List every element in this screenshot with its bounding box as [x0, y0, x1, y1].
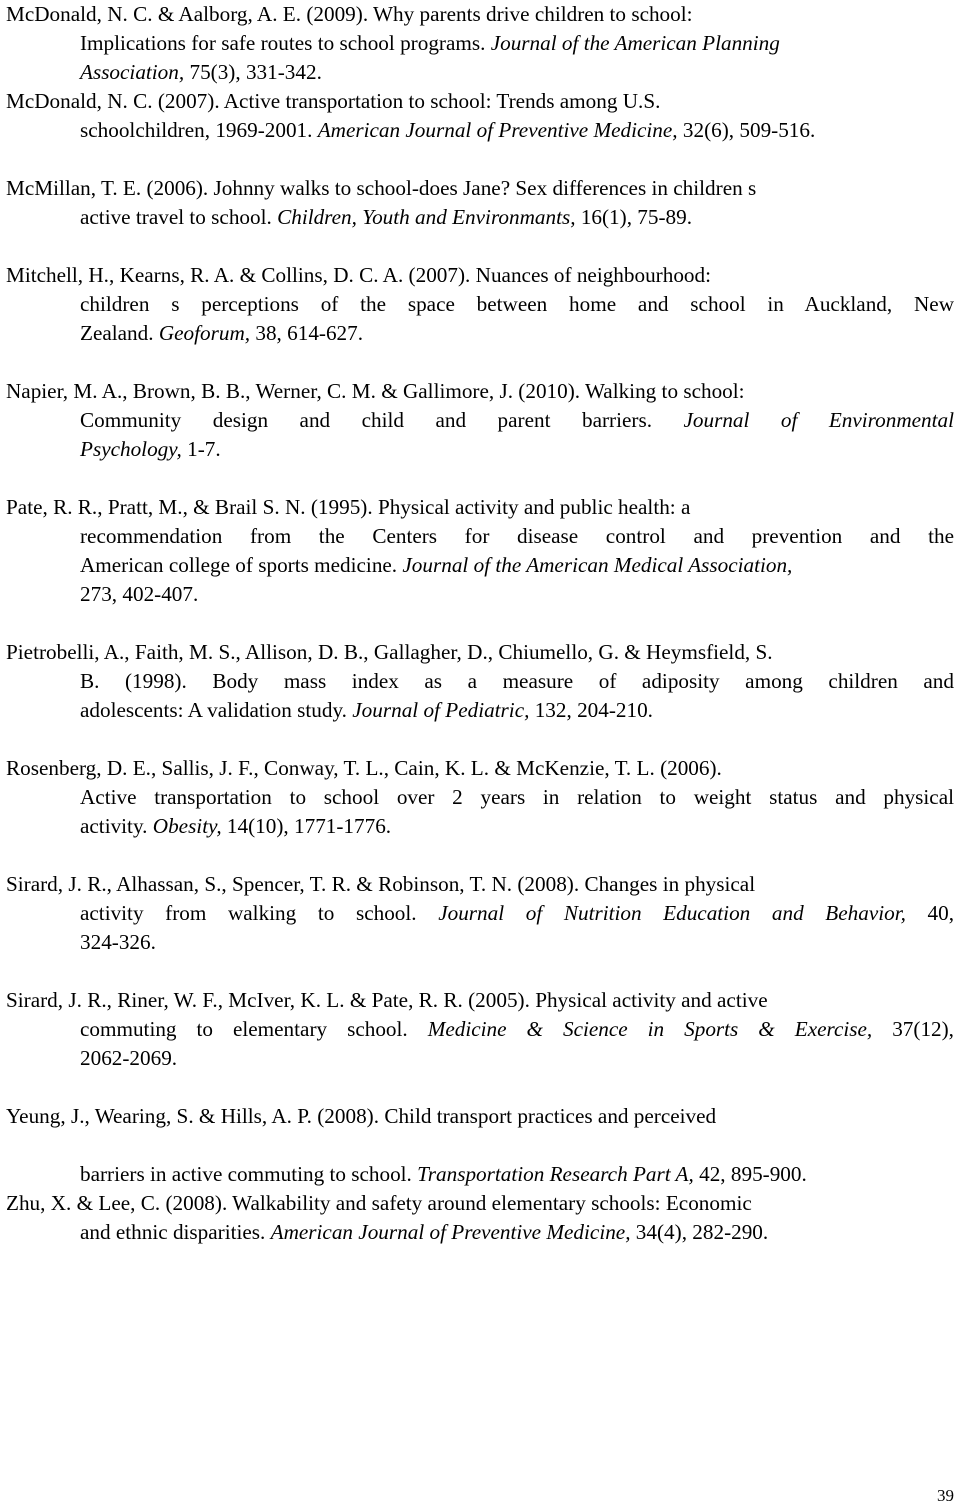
reference-text: active travel to school. — [80, 205, 278, 229]
reference-line — [6, 580, 954, 609]
reference-line — [6, 870, 954, 899]
reference-text: 2062-2069. — [80, 1046, 178, 1070]
reference-source-text: American Journal of Preventive Medicine, — [317, 118, 678, 142]
reference-text: schoolchildren, 1969-2001. — [80, 118, 318, 142]
reference-text: recommendation from the Centers for disease control and prevention and the — [80, 524, 954, 548]
reference-entry — [6, 493, 954, 609]
reference-text: 75(3), 331-342. — [184, 60, 322, 84]
reference-entry — [6, 1102, 954, 1189]
reference-line — [6, 551, 954, 580]
reference-source-text: Journal of Pediatric, — [352, 698, 530, 722]
reference-line — [6, 377, 954, 406]
reference-text: Pietrobelli, A., Faith, M. S., Allison, D. B., Gallagher, D., Chiumello, G. & Heymsfield, S. — [6, 640, 773, 664]
reference-line — [6, 1015, 954, 1044]
reference-line — [6, 435, 954, 464]
reference-line — [6, 928, 954, 957]
reference-source-text: Medicine & Science in Sports & Exercise, — [427, 1017, 873, 1041]
reference-line — [6, 116, 954, 145]
reference-line — [6, 290, 954, 319]
reference-line — [6, 899, 954, 928]
reference-text: activity from walking to school. — [80, 901, 439, 925]
reference-line — [6, 667, 954, 696]
reference-line — [6, 58, 954, 87]
reference-line — [6, 1189, 954, 1218]
reference-line — [6, 174, 954, 203]
reference-text: Sirard, J. R., Riner, W. F., McIver, K. L. & Pate, R. R. (2005). Physical activity and active — [6, 988, 768, 1012]
reference-line — [6, 986, 954, 1015]
reference-text: activity. — [80, 814, 153, 838]
reference-line — [6, 812, 954, 841]
reference-text: and ethnic disparities. — [80, 1220, 271, 1244]
reference-text: commuting to elementary school. — [80, 1017, 428, 1041]
reference-text: McDonald, N. C. (2007). Active transportation to school: Trends among U.S. — [6, 89, 661, 113]
reference-text: Zealand. — [80, 321, 159, 345]
reference-entry — [6, 261, 954, 348]
reference-text: Yeung, J., Wearing, S. & Hills, A. P. (2008). Child transport practices and perceived — [6, 1104, 717, 1128]
reference-text: American college of sports medicine. — [80, 553, 403, 577]
reference-line — [6, 783, 954, 812]
reference-entry — [6, 870, 954, 957]
reference-line — [6, 406, 954, 435]
reference-line — [6, 493, 954, 522]
reference-text: 14(10), 1771-1776. — [221, 814, 392, 838]
reference-line — [6, 1160, 954, 1189]
reference-line — [6, 0, 954, 29]
reference-text: Napier, M. A., Brown, B. B., Werner, C. M. & Gallimore, J. (2010). Walking to school: — [6, 379, 745, 403]
reference-text: 32(6), 509-516. — [677, 118, 816, 142]
reference-source-text: Journal of Environmental — [683, 408, 954, 432]
reference-text: 38, 614-627. — [250, 321, 364, 345]
reference-entry — [6, 638, 954, 725]
reference-text: Pate, R. R., Pratt, M., & Brail S. N. (1995). Physical activity and public health: a — [6, 495, 691, 519]
reference-line — [6, 754, 954, 783]
reference-source-text: Journal of the American Planning — [490, 31, 780, 55]
reference-text: 324-326. — [80, 930, 156, 954]
reference-entry — [6, 87, 954, 145]
reference-source-text: Journal of the American Medical Association, — [402, 553, 793, 577]
reference-line — [6, 522, 954, 551]
reference-text: Implications for safe routes to school programs. — [80, 31, 491, 55]
reference-text: 42, 895-900. — [693, 1162, 807, 1186]
reference-text: 1-7. — [181, 437, 221, 461]
reference-text: Zhu, X. & Lee, C. (2008). Walkability and safety around elementary schools: Economic — [6, 1191, 752, 1215]
reference-source-text: Obesity, — [152, 814, 222, 838]
reference-line — [6, 29, 954, 58]
reference-text: 40, — [905, 901, 954, 925]
reference-text: McMillan, T. E. (2006). Johnny walks to school-does Jane? Sex differences in children s — [6, 176, 757, 200]
reference-entry — [6, 986, 954, 1073]
reference-source-text: American Journal of Preventive Medicine, — [270, 1220, 631, 1244]
reference-text: children s perceptions of the space between home and school in Auckland, New — [80, 292, 954, 316]
reference-line — [6, 1102, 954, 1131]
reference-source-text: Children, Youth and Environmants, — [277, 205, 576, 229]
reference-source-text: Transportation Research Part A, — [417, 1162, 694, 1186]
reference-text: Rosenberg, D. E., Sallis, J. F., Conway, T. L., Cain, K. L. & McKenzie, T. L. (2006). — [6, 756, 722, 780]
reference-text: barriers in active commuting to school. — [80, 1162, 418, 1186]
reference-text: Sirard, J. R., Alhassan, S., Spencer, T. R. & Robinson, T. N. (2008). Changes in physical — [6, 872, 756, 896]
reference-text: Mitchell, H., Kearns, R. A. & Collins, D. C. A. (2007). Nuances of neighbourhood: — [6, 263, 712, 287]
reference-text: Community design and child and parent barriers. — [80, 408, 684, 432]
reference-source-text: Psychology, — [80, 437, 182, 461]
reference-source-text: Association, — [80, 60, 185, 84]
reference-text: McDonald, N. C. & Aalborg, A. E. (2009). Why parents drive children to school: — [6, 2, 693, 26]
reference-text: 132, 204-210. — [529, 698, 653, 722]
reference-entry — [6, 0, 954, 87]
reference-line — [6, 638, 954, 667]
reference-text: 34(4), 282-290. — [630, 1220, 769, 1244]
reference-line — [6, 1218, 954, 1247]
reference-source-text: Journal of Nutrition Education and Behavior, — [438, 901, 906, 925]
reference-entry — [6, 1189, 954, 1247]
reference-text: Active transportation to school over 2 years in relation to weight status and physical — [80, 785, 954, 809]
reference-line — [6, 319, 954, 348]
reference-source-text: Geoforum, — [158, 321, 251, 345]
page-number: 39 — [937, 1486, 954, 1505]
reference-line — [6, 696, 954, 725]
reference-text: adolescents: A validation study. — [80, 698, 353, 722]
reference-line — [6, 87, 954, 116]
reference-entry — [6, 754, 954, 841]
reference-line — [6, 1044, 954, 1073]
reference-entry — [6, 377, 954, 464]
reference-line — [6, 261, 954, 290]
reference-text: 273, 402-407. — [80, 582, 199, 606]
reference-line — [6, 203, 954, 232]
reference-entry — [6, 174, 954, 232]
reference-text: 37(12), — [872, 1017, 954, 1041]
reference-text: 16(1), 75-89. — [575, 205, 693, 229]
reference-text: B. (1998). Body mass index as a measure of adiposity among children and — [80, 669, 954, 693]
